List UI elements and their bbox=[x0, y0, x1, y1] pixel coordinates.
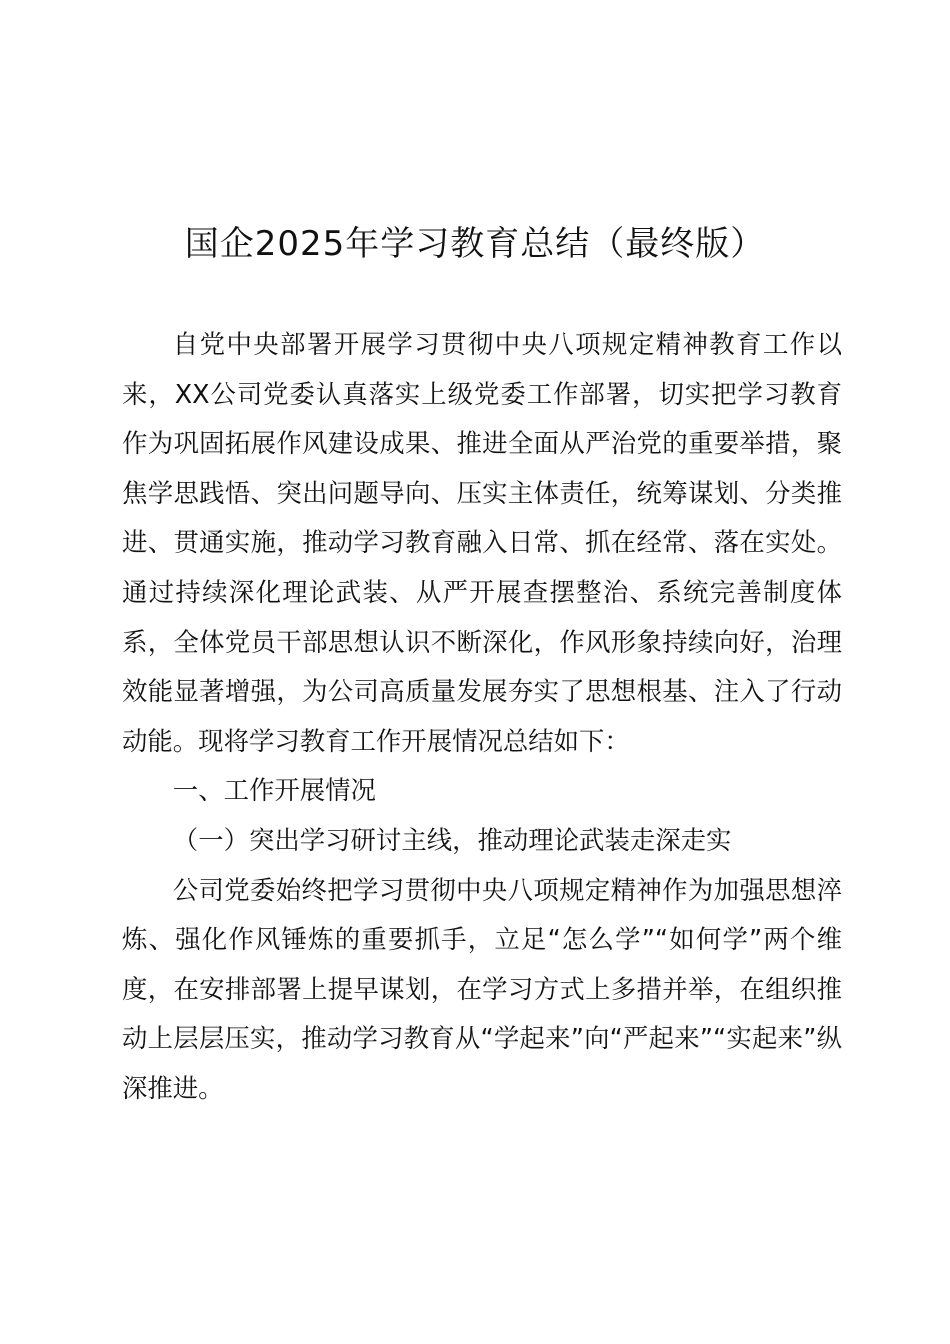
intro-paragraph: 自党中央部署开展学习贯彻中央八项规定精神教育工作以来，XX公司党委认真落实上级党委工作部署，切实把学习教育作为巩固拓展作风建设成果、推进全面从严治党的重要举措，聚焦学思践悟、突出问题导向、压实主体责任，统筹谋划、分类推进、贯通实施，推动学习教育融入日常、抓在经常、落在实处。通过持续深化理论武装、从严开展查摆整治、系统完善制度体系，全体党员干部思想认识不断深化，作风形象持续向好，治理效能显著增强，为公司高质量发展夯实了思想根基、注入了行动动能。现将学习教育工作开展情况总结如下： bbox=[122, 329, 842, 756]
body-paragraph: 公司党委始终把学习贯彻中央八项规定精神作为加强思想淬炼、强化作风锤炼的重要抓手，立足“怎么学”“如何学”两个维度，在安排部署上提早谋划，在学习方式上多措并举，在组织推动上层层压实，推动学习教育从“学起来”向“严起来”“实起来”纵深推进。 bbox=[122, 874, 842, 1103]
subsection-heading: （一）突出学习研讨主线，推动理论武装走深走实 bbox=[172, 824, 732, 855]
section-heading: 一、工作开展情况 bbox=[172, 775, 376, 806]
document-title: 国企2025年学习教育总结（最终版） bbox=[184, 224, 766, 264]
document-body bbox=[122, 320, 842, 1114]
